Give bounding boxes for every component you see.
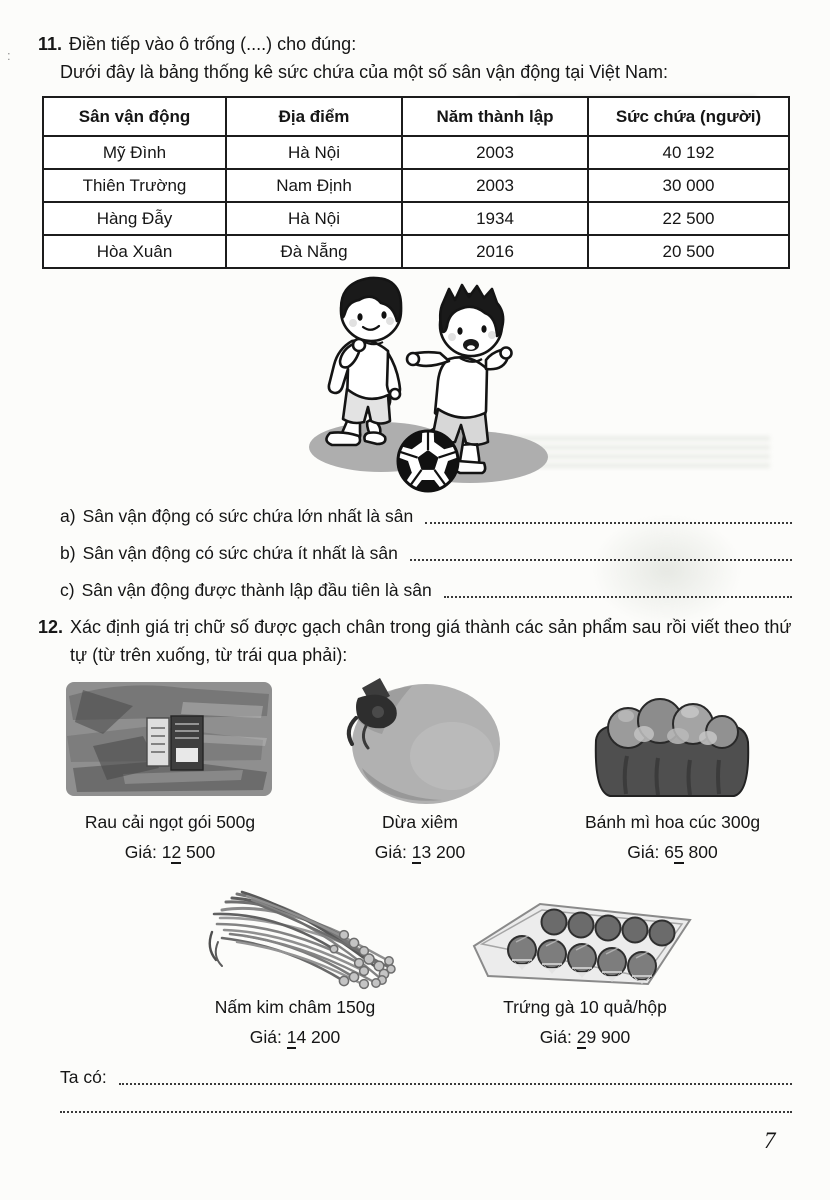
question-c bbox=[60, 579, 792, 602]
cell-location: Hà Nội bbox=[226, 136, 402, 169]
table-row bbox=[43, 169, 789, 202]
question-label: a) bbox=[60, 506, 76, 526]
cell-capacity: 40 192 bbox=[588, 136, 789, 169]
problem-11-intro: Dưới đây là bảng thống kê sức chứa của một số sân vận động tại Việt Nam: bbox=[60, 62, 668, 82]
underlined-digit: 2 bbox=[171, 842, 182, 862]
page-number: 7 bbox=[764, 1128, 776, 1153]
cell-capacity: 30 000 bbox=[588, 169, 789, 202]
table-header-row bbox=[43, 97, 789, 136]
soccer-boys-illustration bbox=[268, 261, 578, 493]
enoki-mushrooms-image bbox=[192, 872, 397, 992]
product-name: Bánh mì hoa cúc 300g bbox=[584, 812, 761, 832]
question-label: b) bbox=[60, 543, 76, 563]
cell-stadium: Hàng Đẫy bbox=[43, 202, 226, 235]
col-header-capacity: Sức chứa (người) bbox=[588, 97, 789, 136]
vegetable-bag-image bbox=[63, 676, 275, 802]
question-a bbox=[60, 505, 792, 528]
cell-year: 2003 bbox=[402, 136, 588, 169]
question-text: Sân vận động được thành lập đầu tiên là sân bbox=[81, 580, 432, 600]
question-b bbox=[60, 542, 792, 565]
price-label: Giá: bbox=[539, 1027, 577, 1047]
price-digits: 3 200 bbox=[421, 842, 466, 862]
answer-blank-line bbox=[444, 595, 792, 598]
underlined-digit: 1 bbox=[286, 1027, 297, 1047]
price-label: Giá: bbox=[374, 842, 412, 862]
price-digits: 500 bbox=[181, 842, 216, 862]
underlined-digit: 2 bbox=[576, 1027, 587, 1047]
question-text: Sân vận động có sức chứa lớn nhất là sân bbox=[82, 506, 414, 526]
problem-12-header bbox=[38, 614, 796, 670]
cell-location: Đà Nẵng bbox=[226, 235, 402, 268]
price-digits: 1 bbox=[161, 842, 172, 862]
answer-blank-line bbox=[410, 558, 792, 561]
underlined-digit: 5 bbox=[673, 842, 684, 862]
product-name: Rau cải ngọt gói 500g bbox=[84, 812, 256, 832]
stadium-table bbox=[42, 96, 790, 269]
price-label: Giá: bbox=[124, 842, 162, 862]
col-header-year: Năm thành lập bbox=[402, 97, 588, 136]
ta-co-label: Ta có: bbox=[60, 1067, 107, 1087]
egg-carton-image bbox=[462, 880, 707, 992]
product-price bbox=[170, 1027, 420, 1048]
problem-12-number: 12. bbox=[38, 617, 64, 637]
col-header-stadium: Sân vận động bbox=[43, 97, 226, 136]
problem-11-number: 11. bbox=[38, 34, 63, 54]
price-label: Giá: bbox=[627, 842, 665, 862]
cell-location: Nam Định bbox=[226, 169, 402, 202]
cell-year: 1934 bbox=[402, 202, 588, 235]
price-label: Giá: bbox=[249, 1027, 287, 1047]
product-name: Dừa xiêm bbox=[382, 812, 458, 832]
product-price bbox=[455, 1027, 715, 1048]
answer-blank-line bbox=[60, 1110, 792, 1113]
cell-location: Hà Nội bbox=[226, 202, 402, 235]
problem-12-title: Xác định giá trị chữ số được gạch chân trong giá thành các sản phẩm sau rồi viết theo thứ tự (từ trên xuống, từ trái qua phải): bbox=[70, 617, 792, 665]
cell-stadium: Mỹ Đình bbox=[43, 136, 226, 169]
scan-bleed-smudge bbox=[592, 514, 742, 626]
table-row bbox=[43, 136, 789, 169]
problem-11-header bbox=[38, 31, 798, 59]
product-price bbox=[320, 842, 520, 863]
question-label: c) bbox=[60, 580, 75, 600]
underlined-digit: 1 bbox=[411, 842, 422, 862]
cell-capacity: 20 500 bbox=[588, 235, 789, 268]
cell-stadium: Thiên Trường bbox=[43, 169, 226, 202]
question-text: Sân vận động có sức chứa ít nhất là sân bbox=[82, 543, 398, 563]
price-digits: 800 bbox=[683, 842, 718, 862]
cell-year: 2016 bbox=[402, 235, 588, 268]
cell-capacity: 22 500 bbox=[588, 202, 789, 235]
table-row bbox=[43, 202, 789, 235]
product-price bbox=[40, 842, 300, 863]
cell-year: 2003 bbox=[402, 169, 588, 202]
price-digits: 4 200 bbox=[296, 1027, 341, 1047]
brioche-bread-image bbox=[586, 694, 758, 804]
answer-blank-line bbox=[119, 1082, 792, 1085]
product-name: Nấm kim châm 150g bbox=[214, 997, 376, 1017]
price-digits: 9 900 bbox=[586, 1027, 631, 1047]
scan-artifact-colon: : bbox=[7, 48, 11, 63]
cell-stadium: Hòa Xuân bbox=[43, 235, 226, 268]
product-price bbox=[555, 842, 790, 863]
product-name: Trứng gà 10 quả/hộp bbox=[503, 997, 667, 1017]
answer-blank-line bbox=[425, 521, 792, 524]
price-digits: 6 bbox=[664, 842, 674, 862]
coconut-image bbox=[332, 672, 506, 806]
answer-section-line1 bbox=[60, 1066, 792, 1089]
problem-11-title: Điền tiếp vào ô trống (....) cho đúng: bbox=[69, 34, 357, 54]
col-header-location: Địa điểm bbox=[226, 97, 402, 136]
